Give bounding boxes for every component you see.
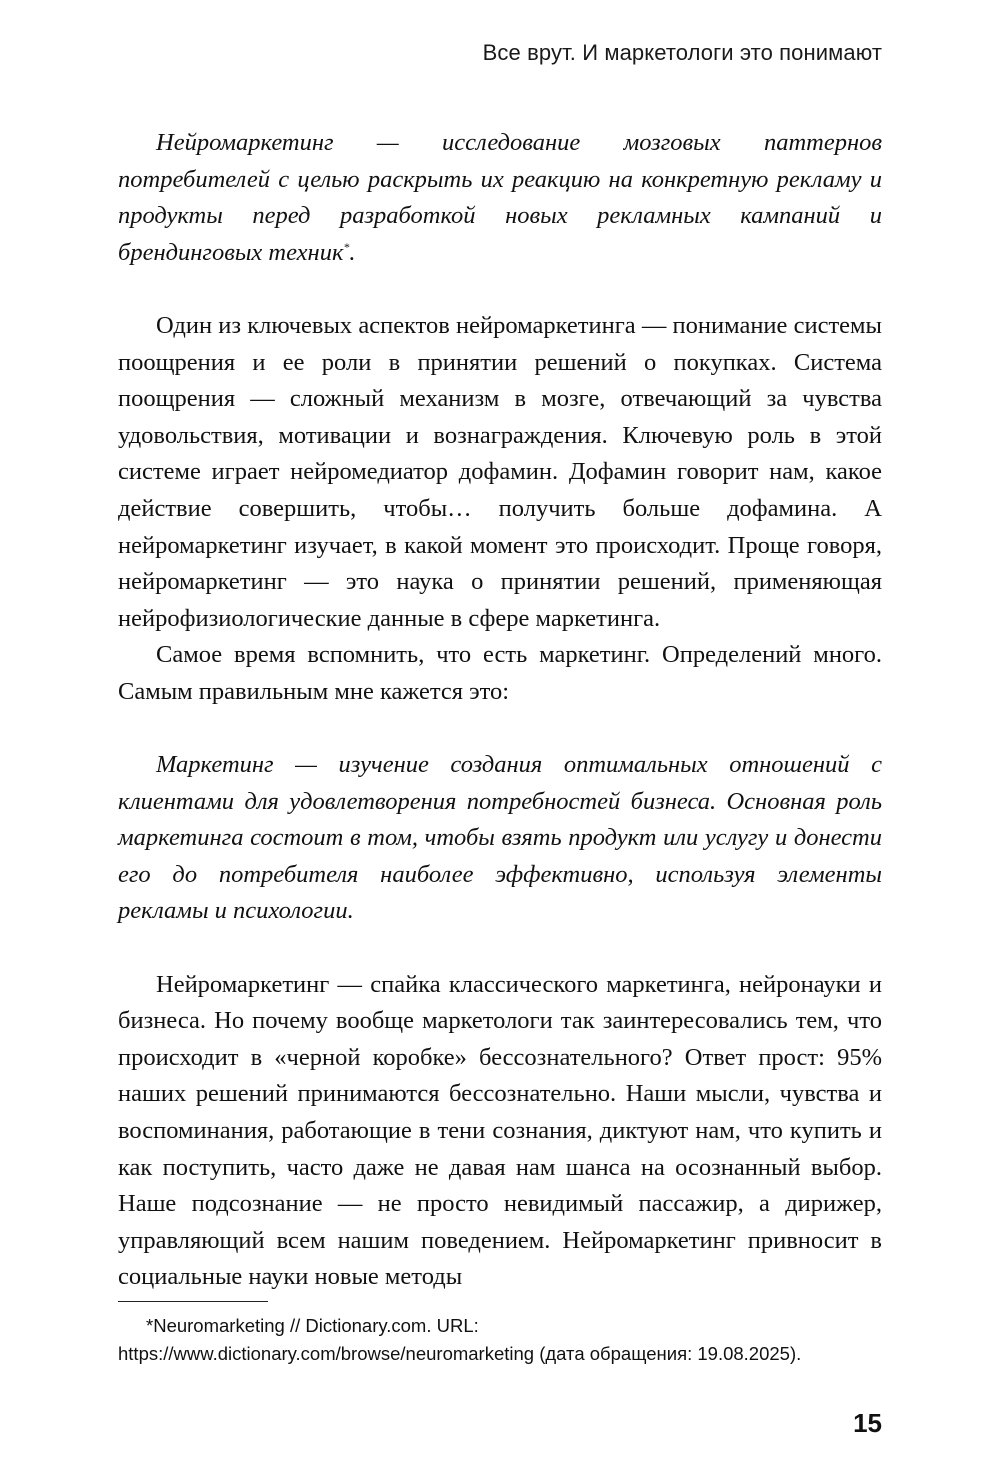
running-header: Все врут. И маркетологи это понимают [482, 40, 882, 65]
body-paragraph-neuromarketing-fusion: Нейромаркетинг — спайка классического маркетинга, нейронауки и бизнеса. Но почему вообще маркетологи так заинтересовались тем, что происходит в «черной коробке» бессознательного? Ответ прост: 95% наших решений принимаются бессознательно. Наши мысли, чувства и воспоминания, работающие в тени сознания, диктуют нам, что купить и как поступить, часто даже не давая нам шанса на осознанный выбор. Наше подсознание — не просто невидимый пассажир, а дирижер, управляющий всем нашим поведением. Нейромаркетинг привносит в социальные науки новые методы [118, 970, 882, 1291]
definition-neuromarketing-end: . [349, 238, 356, 266]
page-number: 15 [853, 1408, 882, 1438]
footnote-mark: * [146, 1315, 154, 1336]
footnote [118, 1312, 882, 1368]
footnote-text: Neuromarketing // Dictionary.com. URL: https://www.dictionary.com/browse/neuromarketing (дата обращения: 19.08.2025). [118, 1315, 802, 1364]
definition-neuromarketing [118, 125, 882, 271]
body-paragraph-reward-system: Один из ключевых аспектов нейромаркетинга — понимание системы поощрения и ее роли в принятии решений о покупках. Система поощрения — сложный механизм в мозге, отвечающий за чувства удовольствия, мотивации и вознаграждения. Ключевую роль в этой системе играет нейромедиатор дофамин. Дофамин говорит нам, какое действие совершить, чтобы… получить больше дофамина. А нейромаркетинг изучает, в какой момент это происходит. Проще говоря, нейромаркетинг — это наука о принятии решений, применяющая нейрофизиологические данные в сфере маркетинга. [118, 311, 882, 632]
body-paragraph-marketing-intro: Самое время вспомнить, что есть маркетинг. Определений много. Самым правильным мне кажется это: [118, 641, 882, 705]
footnote-divider [118, 1301, 268, 1302]
definition-marketing: Маркетинг — изучение создания оптимальных отношений с клиентами для удовлетворения потребностей бизнеса. Основная роль маркетинга состоит в том, чтобы взять продукт или услугу и донести его до потребителя наиболее эффективно, используя элементы рекламы и психологии. [118, 751, 882, 925]
page-body [118, 125, 882, 1296]
definition-neuromarketing-text: Нейромаркетинг — исследование мозговых паттернов потребителей с целью раскрыть их реакцию на конкретную рекламу и продукты перед разработкой новых рекламных кампаний и брендинговых техник [118, 129, 882, 266]
footnote-reference-mark: * [343, 239, 350, 254]
